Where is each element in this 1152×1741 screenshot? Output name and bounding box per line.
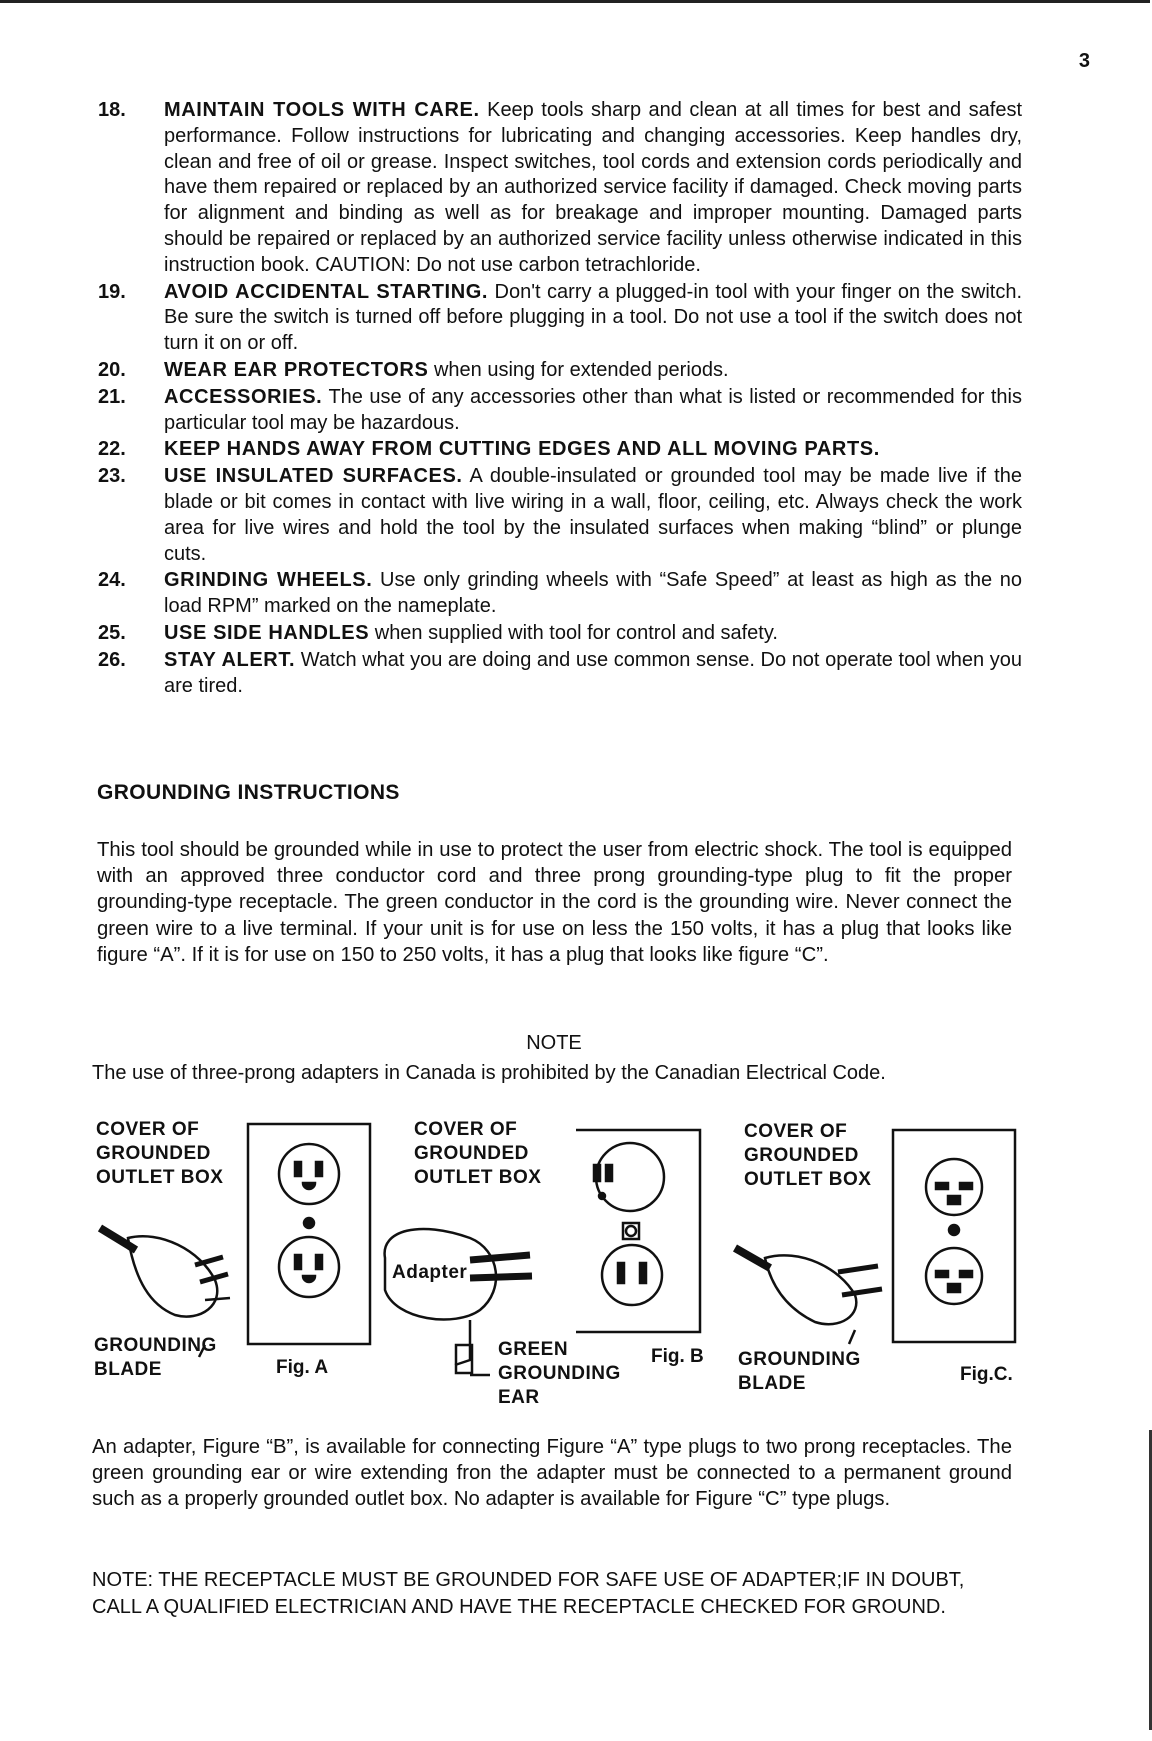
rule-item: [98, 621, 1022, 647]
label-line: BLADE: [738, 1373, 806, 1394]
safety-rules-list: [98, 98, 1022, 700]
outlet-label-c: [744, 1120, 871, 1192]
blade-label-a: [94, 1334, 217, 1382]
figure-caption-a: Fig. A: [276, 1357, 329, 1378]
rule-item: [98, 648, 1022, 700]
label-line: OUTLET BOX: [96, 1167, 224, 1188]
top-rule: [0, 0, 1150, 3]
label-line: GREEN: [498, 1339, 569, 1360]
rule-title: WEAR EAR PROTECTORS: [164, 358, 429, 381]
rule-number: 25.: [98, 621, 126, 644]
rule-title: USE INSULATED SURFACES.: [164, 465, 463, 488]
plug-c: [735, 1248, 882, 1344]
grounding-figures: [0, 1110, 1152, 1410]
adapter-label: Adapter: [392, 1262, 468, 1283]
adapter-paragraph: An adapter, Figure “B”, is available for connecting Figure “A” type plugs to two prong receptacles. The green grounding ear or wire extending fron the adapter must be connected to a permanent ground such as a properly grounded outlet box. No adapter is available for Figure “C” type plugs.: [92, 1436, 1012, 1511]
outlet-cover-b: [576, 1130, 700, 1332]
rule-body: [164, 385, 1022, 437]
rule-item: [98, 568, 1022, 620]
rule-title: ACCESSORIES.: [164, 385, 323, 408]
figure-caption-c: Fig.C.: [960, 1364, 1013, 1385]
label-line: GROUNDED: [414, 1143, 529, 1164]
outlet-cover-a: [248, 1124, 370, 1344]
rule-number: 19.: [98, 280, 126, 303]
page-number: 3: [1078, 50, 1090, 72]
rule-title: KEEP HANDS AWAY FROM CUTTING EDGES AND ALL MOVING PARTS.: [164, 438, 880, 461]
rule-item: [98, 358, 1022, 384]
rule-title: AVOID ACCIDENTAL STARTING.: [164, 280, 489, 303]
rule-text: when using for extended periods.: [428, 358, 729, 381]
blade-label-c: [738, 1348, 861, 1396]
rule-text: Don't carry a plugged-in tool with your finger on the switch. Be sure the switch is turned off before plugging in a tool. Do not use a tool if the switch does not turn it on or off.: [164, 280, 1022, 355]
label-line: OUTLET BOX: [744, 1169, 872, 1190]
rule-text: A double-insulated or grounded tool may be made live if the blade or bit comes in contact with live wiring in a wall, floor, ceiling, etc. Always check the work area for live wires and hold the tool by the insulated surfaces when making “blind” or plunge cuts.: [164, 465, 1022, 565]
label-line: GROUNDING: [498, 1363, 621, 1384]
label-line: GROUNDED: [96, 1143, 211, 1164]
rule-title: MAINTAIN TOOLS WITH CARE.: [164, 99, 480, 121]
rule-body: [164, 358, 1022, 384]
rule-item: [98, 437, 1022, 463]
rule-number: 24.: [98, 569, 126, 592]
rule-body: [164, 648, 1022, 700]
rule-number: 26.: [98, 648, 126, 671]
outlet-label-a: [96, 1118, 223, 1190]
rule-number: 23.: [98, 465, 126, 488]
rule-number: 18.: [98, 99, 126, 121]
grounding-paragraph: This tool should be grounded while in use to protect the user from electric shock. The tool is equipped with an approved three conductor cord and three prong grounding-type plug to fit the proper grounding-type receptacle. The green conductor in the cord is the grounding wire. Never connect the green wire to a live terminal. If your unit is for use on less the 150 volts, it has a plug that looks like figure “A”. If it is for use on 150 to 250 volts, it has a plug that looks like figure “C”.: [97, 839, 1012, 966]
label-line: GROUNDING: [94, 1335, 217, 1356]
rule-text: Use only grinding wheels with “Safe Speed” at least as high as the no load RPM” marked on the nameplate.: [164, 569, 1022, 618]
rule-text: Watch what you are doing and use common sense. Do not operate tool when you are tired.: [164, 648, 1022, 697]
caution-note: NOTE: THE RECEPTACLE MUST BE GROUNDED FOR SAFE USE OF ADAPTER;IF IN DOUBT, CALL A QUALIFIED ELECTRICIAN AND HAVE THE RECEPTACLE CHECKED FOR GROUND.: [92, 1569, 965, 1618]
rule-text: when supplied with tool for control and safety.: [369, 621, 778, 644]
label-line: COVER OF: [414, 1119, 518, 1140]
note-heading: NOTE: [526, 1032, 582, 1054]
figure-caption-b: Fig. B: [651, 1346, 704, 1367]
rule-item: [98, 280, 1022, 357]
rule-text: Keep tools sharp and clean at all times for best and safest performance. Follow instructions for lubricating and changing accessories. Keep handles dry, clean and free of oil or grease. Inspect switches, tool cords and extension cords periodically and have them repaired or replaced by an authorized service facility if damaged. Check moving parts for alignment and binding as well as for breakage and improper mounting. Damaged parts should be repaired or replaced by an authorized service facility unless otherwise indicated in this instruction book. CAUTION: Do not use carbon tetrachloride.: [164, 99, 1022, 276]
rule-body: [164, 621, 1022, 647]
rule-body: [164, 98, 1022, 279]
rule-title: USE SIDE HANDLES: [164, 621, 370, 644]
label-line: COVER OF: [744, 1121, 848, 1142]
rule-text: The use of any accessories other than what is listed or recommended for this particular tool may be hazardous.: [164, 385, 1022, 434]
label-line: OUTLET BOX: [414, 1167, 542, 1188]
outlet-cover-c: [893, 1130, 1015, 1342]
rule-item: [98, 385, 1022, 437]
ear-label-b: [498, 1338, 621, 1410]
label-line: COVER OF: [96, 1119, 200, 1140]
label-line: GROUNDING: [738, 1349, 861, 1370]
rule-body: [164, 437, 1022, 463]
rule-title: GRINDING WHEELS.: [164, 569, 373, 592]
section-heading: GROUNDING INSTRUCTIONS: [97, 781, 400, 804]
rule-item: [98, 464, 1022, 567]
rule-body: [164, 568, 1022, 620]
outlet-label-b: [414, 1118, 541, 1190]
label-line: EAR: [498, 1387, 540, 1408]
rule-number: 20.: [98, 358, 126, 381]
rule-item: [98, 98, 1022, 279]
label-line: BLADE: [94, 1359, 162, 1380]
rule-number: 21.: [98, 385, 126, 408]
rule-body: [164, 280, 1022, 357]
rule-body: [164, 464, 1022, 567]
note-text: The use of three-prong adapters in Canada is prohibited by the Canadian Electrical Code.: [92, 1062, 886, 1084]
rule-title: STAY ALERT.: [164, 648, 296, 671]
rule-number: 22.: [98, 438, 126, 461]
label-line: GROUNDED: [744, 1145, 859, 1166]
